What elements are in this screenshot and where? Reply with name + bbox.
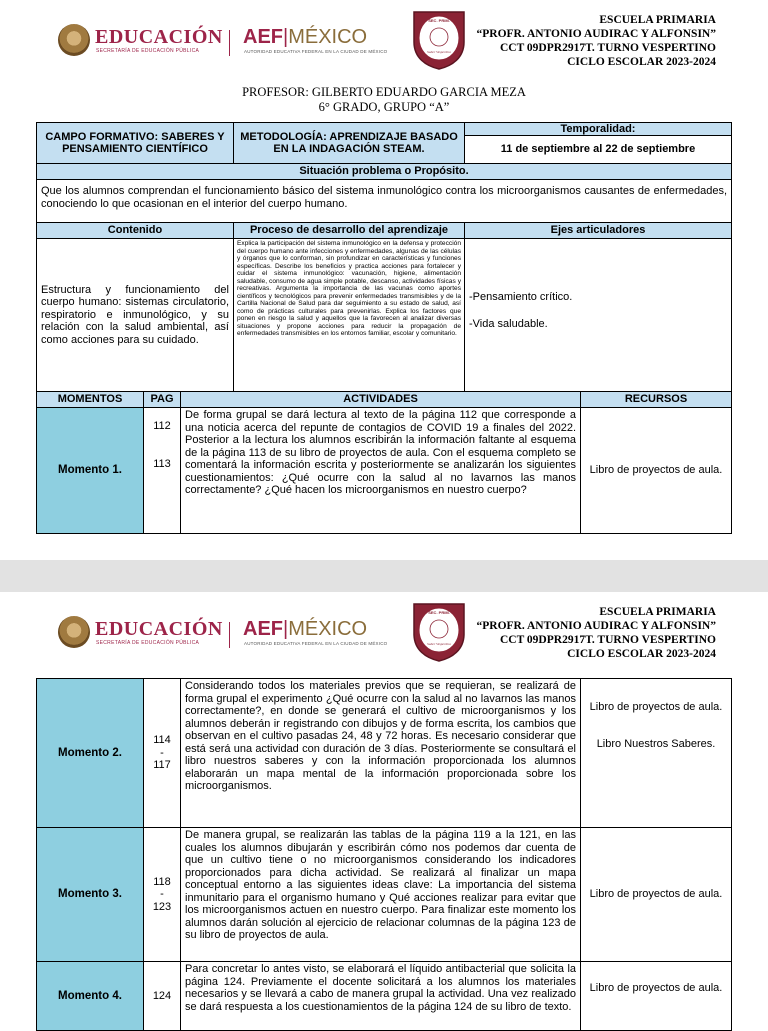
page-header-2 — [0, 592, 768, 672]
col-momentos: MOMENTOS — [36, 391, 144, 408]
momento-3-actividades: De manera grupal, se realizarán las tablas de la página 119 a la 121, en las cuales los alumnos dibujarán y escribirán cómo nos podemos dar cuenta de que un cultivo tiene o no microorganismos considerando los indicadores proporcionados para dicha actividad. Se realizará al finalizar un mapa conceptual entorno a las siguientes ideas clave: La importancia del sistema inmunitario para el organismo humano y Qué acciones realizar para evitar que los microorganismos actuen en nuestro cuerpo. Para finalizar este momento los alumnos darán solución al ejercicio de relacionar columnas de la página 123 de su libro de proyectos de aula. — [180, 827, 581, 962]
ejes-label: Ejes articuladores — [464, 222, 732, 239]
edu-logo: EDUCACIÓN — [95, 618, 223, 640]
proceso-label: Proceso de desarrollo del aprendizaje — [233, 222, 465, 239]
svg-text:SEC. PRIM.: SEC. PRIM. — [428, 610, 450, 615]
logo-divider — [229, 622, 230, 648]
contenido-text: Estructura y funcionamiento del cuerpo humano: sistemas circulatorio, respiratorio e inmunológico, y su relación con la salud ambiental, así como acciones para su cuidado. — [36, 238, 234, 392]
svg-text:Saber Vespertino: Saber Vespertino — [427, 50, 451, 54]
contenido-label: Contenido — [36, 222, 234, 239]
campo-formativo: CAMPO FORMATIVO: SABERES Y PENSAMIENTO CIENTÍFICO — [36, 122, 234, 164]
momento-4-recursos: Libro de proyectos de aula. — [580, 961, 732, 1031]
momento-1-recursos: Libro de proyectos de aula. — [580, 407, 732, 534]
momento-1-pag: 112 113 — [143, 407, 181, 534]
momento-2-label: Momento 2. — [36, 678, 144, 828]
eje-pensamiento: -Pensamiento crítico. — [469, 291, 573, 303]
eje-vida: -Vida saludable. — [469, 317, 548, 330]
school-seal-icon — [410, 600, 468, 662]
momento-4-actividades: Para concretar lo antes visto, se elaborará el líquido antibacterial que solicita la página 124. Previamente el docente solicitará a los alumnos los materiales necesarios y se llevará a cabo de manera grupal la actividad. Una vez realizado se dará respuesta a los cuestionamientos de la página 124 de su libro de texto. — [180, 961, 581, 1031]
aef-logo: AEF|MÉXICO — [243, 26, 368, 48]
col-actividades: ACTIVIDADES — [180, 391, 581, 408]
aef-logo-subtitle: AUTORIDAD EDUCATIVA FEDERAL EN LA CIUDAD DE MÉXICO — [244, 49, 388, 54]
momento-1-label: Momento 1. — [36, 407, 144, 534]
momento-2-recursos: Libro de proyectos de aula. Libro Nuestros Saberes. — [580, 678, 732, 828]
page-header — [0, 0, 768, 80]
momento-2-pag: 114 - 117 — [143, 678, 181, 828]
temporalidad-value: 11 de septiembre al 22 de septiembre — [464, 135, 732, 164]
teacher-name: PROFESOR: GILBERTO EDUARDO GARCIA MEZA — [242, 85, 526, 99]
grade-group: 6° GRADO, GRUPO “A” — [318, 100, 450, 114]
col-recursos: RECURSOS — [580, 391, 732, 408]
col-pag: PAG — [143, 391, 181, 408]
ejes-list — [464, 238, 732, 392]
edu-logo: EDUCACIÓN — [95, 26, 223, 48]
situacion-label: Situación problema o Propósito. — [36, 163, 732, 180]
mexico-emblem-icon — [58, 24, 90, 56]
situacion-text: Que los alumnos comprendan el funcionamiento básico del sistema inmunológico contra los microorganismos causantes de enfermedades, conociendo lo que ocasionan en el interior del cuerpo humano. — [36, 179, 732, 223]
mexico-emblem-icon — [58, 616, 90, 648]
school-seal-icon — [410, 8, 468, 70]
page-2 — [0, 592, 768, 1024]
logo-divider — [229, 30, 230, 56]
momento-3-recursos: Libro de proyectos de aula. — [580, 827, 732, 962]
momento-2-actividades: Considerando todos los materiales previos que se requieran, se realizará de forma grupal el experimento ¿Qué ocurre con la salud al no lavarnos las manos correctamente?, en donde se generará el cultivo de microorganismos y los alumnos deberán ir registrando con dibujos y de forma escrita, los cambios que observan en el cultivo pasadas 24, 48 y 72 horas. Es necesario considerar que está será una actividad con duración de 3 días. Posteriormente se consultará el libro nuestros saberes y con la información proporcionada los alumnos elaborarán un mapa mental de la información proporcionada sobre los microorganismos. — [180, 678, 581, 828]
school-info: ESCUELA PRIMARIA “PROFR. ANTONIO AUDIRAC Y ALFONSIN” CCT 09DPR2917T. TURNO VESPERTINO CICLO ESCOLAR 2023-2024 — [476, 14, 716, 68]
school-info: ESCUELA PRIMARIA “PROFR. ANTONIO AUDIRAC Y ALFONSIN” CCT 09DPR2917T. TURNO VESPERTINO CICLO ESCOLAR 2023-2024 — [476, 606, 716, 660]
momento-3-pag: 118 - 123 — [143, 827, 181, 962]
momento-3-label: Momento 3. — [36, 827, 144, 962]
momento-4-pag: 124 — [143, 961, 181, 1031]
proceso-text: Explica la participación del sistema inmunológico en la defensa y protección del cuerpo humano ante infecciones y enfermedades, algunas de las células y órganos que lo conforman, sin profundizar en características y funciones específicas. Describe los beneficios y practica acciones para fortalecer y cuidar el sistema inmunológico: vacunación, higiene, alimentación saludable, consumo de agua simple potable, descanso, actividades físicas y recreativas. Argumenta la importancia de las vacunas como aportes científicos y tecnológicos para prevenir enfermedades transmisibles y de la Cartilla Nacional de Salud para dar seguimiento a su estado de salud, así como de prácticas culturales para prevenirlas. Explica los factores que ponen en riesgo la salud y aquellos que la favorecen al analizar diversas situaciones y propone acciones para reducir la propagación de enfermedades transmisibles en los entornos familiar, escolar y comunitario. — [233, 238, 465, 392]
aef-logo-subtitle: AUTORIDAD EDUCATIVA FEDERAL EN LA CIUDAD DE MÉXICO — [244, 641, 388, 646]
svg-text:Saber Vespertino: Saber Vespertino — [427, 642, 451, 646]
momento-1-actividades: De forma grupal se dará lectura al texto de la página 112 que corresponde a una noticia acerca del repunte de contagios de COVID 19 a finales del 2022. Posterior a la lectura los alumnos escribirán la información faltante al esquema de la página 113 de su libro de proyectos de aula. Con el esquema completo se comentará la información escrita y posteriormente se analizarán los siguientes cuestionamientos: ¿Qué ocurre con la salud al no lavarnos las manos correctamente? ¿Qué hacen los microorganismos en nuestro cuerpo? — [180, 407, 581, 534]
edu-logo-subtitle: SECRETARÍA DE EDUCACIÓN PÚBLICA — [96, 48, 200, 54]
edu-logo-subtitle: SECRETARÍA DE EDUCACIÓN PÚBLICA — [96, 640, 200, 646]
momento-4-label: Momento 4. — [36, 961, 144, 1031]
temporalidad-label: Temporalidad: — [464, 122, 732, 136]
metodologia: METODOLOGÍA: APRENDIZAJE BASADO EN LA INDAGACIÓN STEAM. — [233, 122, 465, 164]
aef-logo: AEF|MÉXICO — [243, 618, 368, 640]
page-gap — [0, 560, 768, 592]
svg-text:SEC. PRIM.: SEC. PRIM. — [428, 18, 450, 23]
